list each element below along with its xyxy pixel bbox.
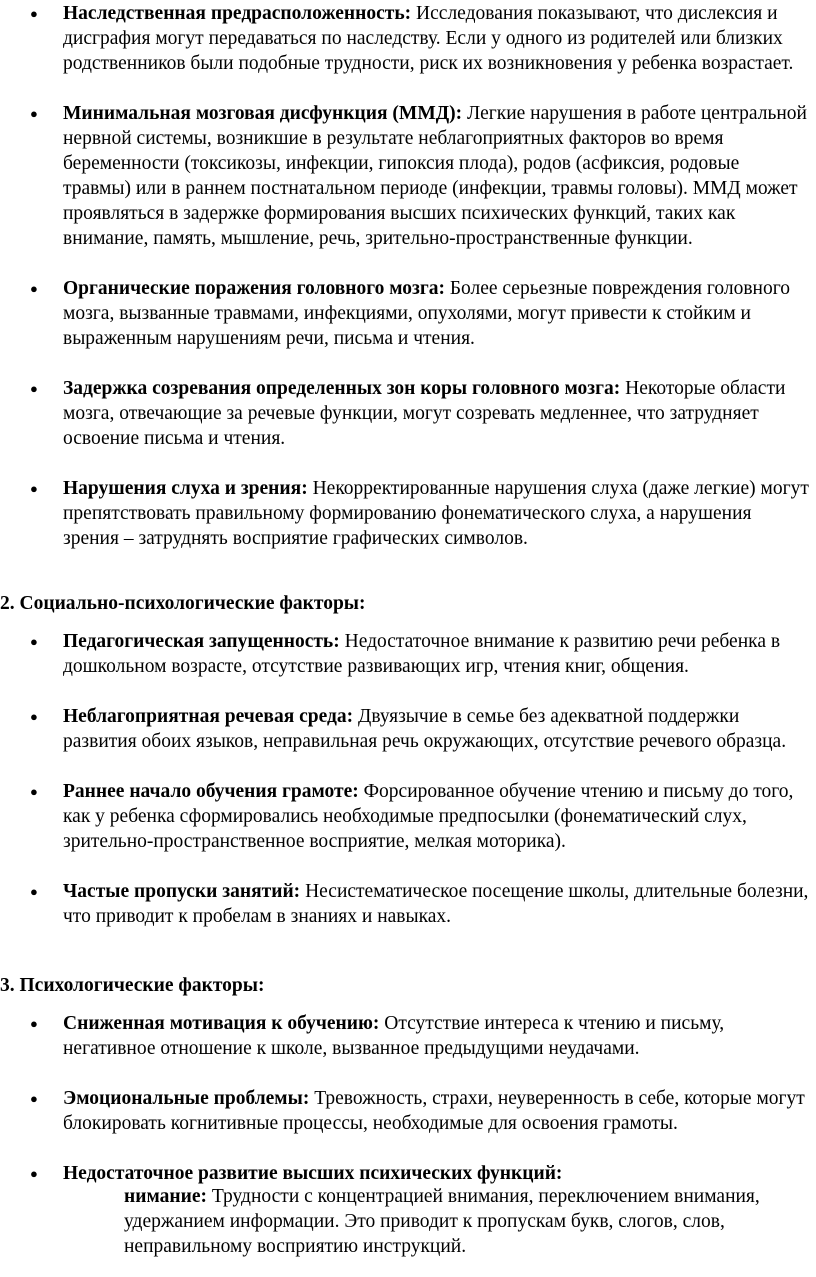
item-term: Педагогическая запущенность: (63, 631, 340, 652)
list-item (0, 276, 816, 351)
item-text: Недостаточное внимание к развитию речи ребенка в дошкольном возрасте, отсутствие развивающих игр, чтения книг, общения. (63, 631, 781, 677)
item-text: Форсированное обучение чтению и письму до того, как у ребенка сформировались необходимые предпосылки (фонематический слух, зрительно-пространственное восприятие, мелкая моторика). (63, 781, 794, 852)
item-text: Исследования показывают, что дислексия и дисграфия могут передаваться по наследству. Если у одного из родителей или близких родственников были подобные трудности, риск их возникновения у ребенка возрастает. (63, 3, 794, 74)
list-item (0, 879, 816, 929)
bullet-icon: ● (30, 709, 38, 724)
section1-list (0, 1, 816, 551)
sub-item-term: нимание: (124, 1186, 207, 1207)
sub-item-attention (0, 1184, 816, 1259)
item-term: Органические поражения головного мозга: (63, 278, 445, 299)
item-term: Неблагоприятная речевая среда: (63, 706, 354, 727)
section3-heading: 3. Психологические факторы: (0, 975, 265, 996)
item-text: Тревожность, страхи, неуверенность в себе, которые могут блокировать когнитивные процессы, необходимые для освоения грамоты. (63, 1088, 805, 1134)
list-item (0, 1161, 816, 1186)
bullet-icon: ● (30, 481, 38, 496)
item-term: Минимальная мозговая дисфункция (ММД): (63, 103, 463, 124)
item-text: Отсутствие интереса к чтению и письму, негативное отношение к школе, вызванное предыдущими неудачами. (63, 1013, 725, 1059)
bullet-icon: ● (30, 381, 38, 396)
bullet-icon: ● (30, 281, 38, 296)
item-text: Некоторые области мозга, отвечающие за речевые функции, могут созревать медленнее, что затрудняет освоение письма и чтения. (63, 378, 786, 449)
section3-list (0, 1011, 816, 1186)
list-item (0, 476, 816, 551)
bullet-icon: ● (30, 1091, 38, 1106)
list-item (0, 376, 816, 451)
list-item (0, 704, 816, 754)
list-item (0, 779, 816, 854)
item-term: Сниженная мотивация к обучению: (63, 1013, 380, 1034)
bullet-icon: ● (30, 106, 38, 121)
list-item (0, 629, 816, 679)
section2-list (0, 629, 816, 929)
item-term: Раннее начало обучения грамоте: (63, 781, 359, 802)
item-text: Двуязычие в семье без адекватной поддержки развития обоих языков, неправильная речь окружающих, отсутствие речевого образца. (63, 706, 787, 752)
item-text: Легкие нарушения в работе центральной нервной системы, возникшие в результате неблагоприятных факторов во время беременности (токсикозы, инфекции, гипоксия плода), родов (асфиксия, родовые травмы) или в раннем постнатальном периоде (инфекции, травмы головы). ММД может проявляться в задержке формирования высших психических функций, таких как внимание, память, мышление, речь, зрительно-пространственные функции. (63, 103, 807, 249)
list-item (0, 1, 816, 76)
item-text: Несистематическое посещение школы, длительные болезни, что приводит к пробелам в знаниях и навыках. (63, 881, 809, 927)
item-term: Наследственная предрасположенность: (63, 3, 412, 24)
item-term: Задержка созревания определенных зон коры головного мозга: (63, 378, 621, 399)
list-item (0, 1086, 816, 1136)
bullet-icon: ● (30, 784, 38, 799)
item-term: Эмоциональные проблемы: (63, 1088, 310, 1109)
sub-item-text: Трудности с концентрацией внимания, переключением внимания, удержанием информации. Это приводит к пропускам букв, слогов, слов, неправильному восприятию инструкций. (124, 1186, 760, 1257)
item-term: Частые пропуски занятий: (63, 881, 301, 902)
item-term: Недостаточное развитие высших психических функций: (63, 1163, 563, 1184)
bullet-icon: ● (30, 1016, 38, 1031)
bullet-icon: ● (30, 6, 38, 21)
item-text: Некорректированные нарушения слуха (даже легкие) могут препятствовать правильному формированию фонематического слуха, а нарушения зрения – затруднять восприятие графических символов. (63, 478, 809, 549)
item-term: Нарушения слуха и зрения: (63, 478, 308, 499)
list-item (0, 101, 816, 251)
bullet-icon: ● (30, 634, 38, 649)
item-text: Более серьезные повреждения головного мозга, вызванные травмами, инфекциями, опухолями, могут привести к стойким и выраженным нарушениям речи, письма и чтения. (63, 278, 790, 349)
section2-heading: 2. Социально-психологические факторы: (0, 593, 366, 614)
bullet-icon: ● (30, 884, 38, 899)
list-item (0, 1011, 816, 1061)
bullet-icon: ● (30, 1166, 38, 1181)
